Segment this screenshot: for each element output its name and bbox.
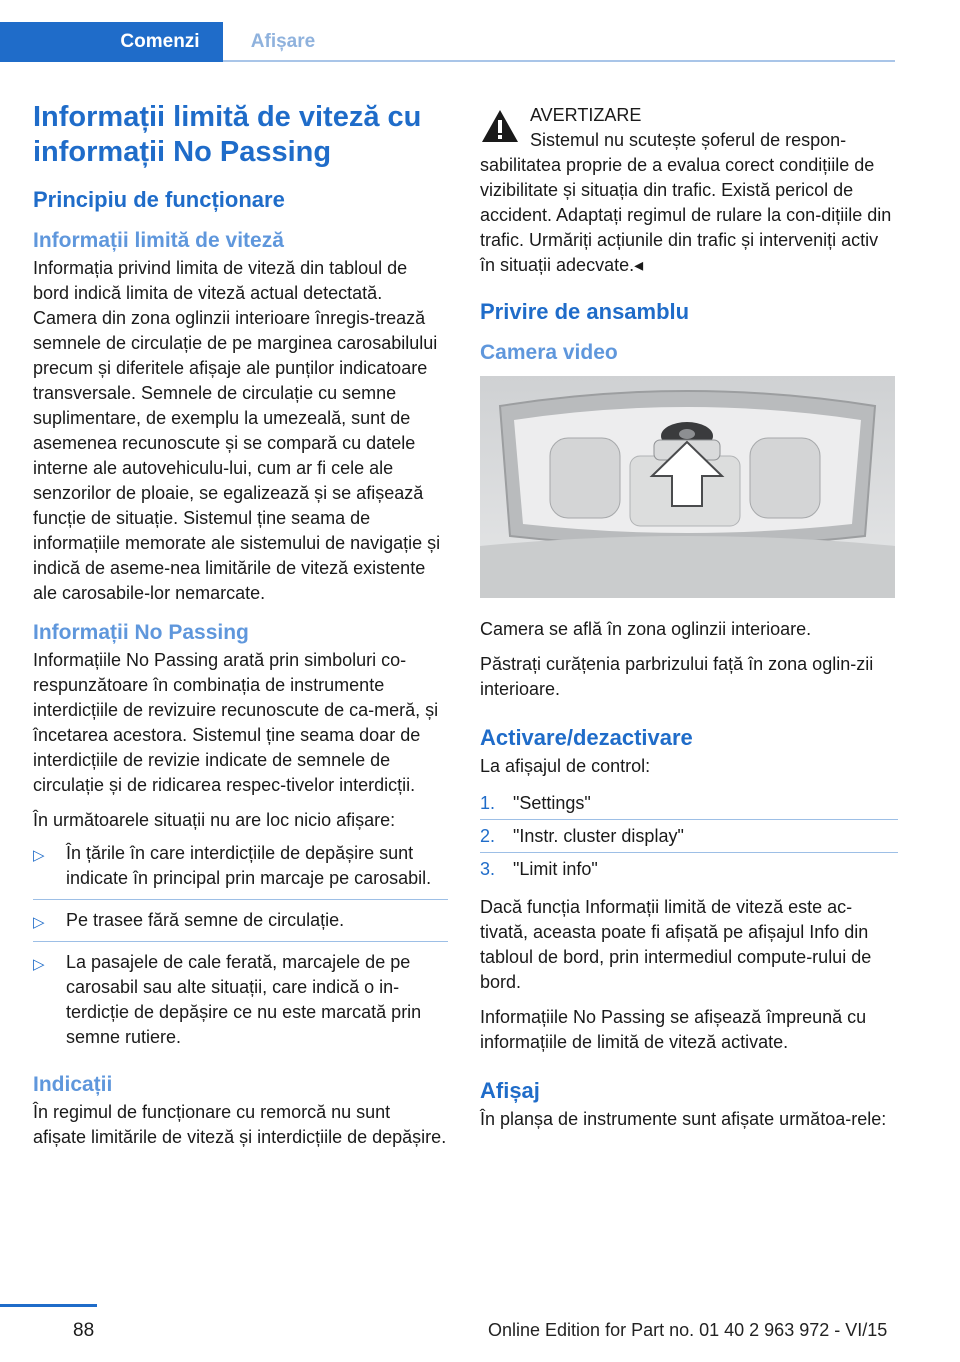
warning-box	[480, 100, 898, 278]
warning-title: AVERTIZARE	[530, 105, 642, 125]
heading-camera: Camera video	[480, 341, 618, 364]
page-title: Informații limită de viteză cu informații No Passing	[33, 101, 422, 168]
paragraph-control-display: La afișajul de control:	[480, 756, 651, 776]
triangle-bullet-icon: ▷	[33, 914, 45, 931]
warning-triangle-icon	[480, 108, 520, 144]
camera-photo	[480, 376, 895, 598]
list-item: 2. "Instr. cluster display"	[480, 824, 898, 853]
page-number: 88	[73, 1320, 95, 1341]
warning-text: sabilitatea proprie de a evalua corect condițiile de vizibilitate și situația din trafic. Există pericol de accident. Adaptați regimul de rulare la con-dițiile din trafic. Urmăriți acțiunile din trafic și interveniți activ în situații adecvate.◂	[480, 155, 892, 275]
paragraph-speed-info: Informația privind limita de viteză din tabloul de bord indică limita de viteză actual detectată. Camera din zona oglinzii interioare înregis-trează semnele de circulație de pe marginea carosabilului precum și diferitele afișaje ale punților indicatoare transversale. Semnele de circulație cu semne suplimentare, de exemplu la umezeală, sunt de asemenea recunoscute și se compară cu datele interne ale autovehiculu-lui, cum ar fi cele ale senzorilor de ploaie, se egalizează și se afișează funcție de situație. Sistemul ține seama de informațiile memorate ale sistemului de navigație și indică de aseme-nea limitările de viteză existente ale carosabile-lor nemarcate.	[33, 258, 441, 603]
footer-rule	[0, 1304, 97, 1307]
list-item: ▷ La pasajele de cale ferată, marcajele de pe carosabil sau alte situații, care indică o in-terdicție de depășire ce nu este marcată prin semne rutiere.	[33, 952, 422, 1047]
heading-notes: Indicații	[33, 1073, 113, 1096]
paragraph-display: În planșa de instrumente sunt afișate următoa-rele:	[480, 1109, 887, 1129]
list-item: ▷ În țările în care interdicțiile de depășire sunt indicate în principal prin marcaje pe carosabil.	[33, 841, 448, 900]
paragraph-notes: În regimul de funcționare cu remorcă nu sunt afișate limitările de viteză și interdicțiile de depășire.	[33, 1102, 447, 1147]
list-item: 1. "Settings"	[480, 791, 898, 820]
paragraph-camera-location: Camera se află în zona oglinzii interioare.	[480, 619, 812, 639]
header-accent-bar	[0, 22, 97, 62]
header-tabbar	[0, 22, 895, 62]
heading-speed-info: Informații limită de viteză	[33, 229, 284, 252]
tab-afisare[interactable]: Afișare	[250, 31, 316, 52]
heading-activate: Activare/dezactivare	[480, 725, 693, 750]
heading-display: Afișaj	[480, 1078, 540, 1103]
paragraph-no-passing-display: Informațiile No Passing se afișează împreună cu informațiile de limită de viteză activate.	[480, 1007, 867, 1052]
paragraph-info-display: Dacă funcția Informații limită de viteză este ac-tivată, aceasta poate fi afișată pe afișajul Info din tabloul de bord, prin intermediul compute-rului de bord.	[480, 897, 872, 992]
triangle-bullet-icon: ▷	[33, 847, 45, 864]
no-display-list	[33, 841, 448, 1058]
list-item: ▷ Pe trasee fără semne de circulație.	[33, 908, 448, 942]
paragraph-no-display: În următoarele situații nu are loc nicio afișare:	[33, 810, 396, 830]
right-column	[480, 100, 898, 1142]
footer-edition: Online Edition for Part no. 01 40 2 963 972 - VI/15	[488, 1320, 888, 1340]
paragraph-no-passing: Informațiile No Passing arată prin simboluri co-respunzătoare în combinația de instrumente interdicțiile de revizuire recunoscute de ca-meră, și încetarea acestora. Sistemul ține seama doar de interdicțiile de revizie indicate de semnele de circulație și de ridicarea respec-tivelor interdicții.	[33, 650, 439, 795]
left-column	[33, 100, 448, 1160]
header-rule	[223, 60, 895, 62]
heading-no-passing: Informații No Passing	[33, 621, 249, 644]
triangle-bullet-icon: ▷	[33, 956, 45, 973]
warning-first-line: Sistemul nu scutește șoferul de respon-	[530, 130, 847, 150]
tab-comenzi[interactable]: Comenzi	[97, 22, 223, 62]
heading-principle: Principiu de funcționare	[33, 187, 285, 212]
steps-list	[480, 791, 898, 885]
list-item: 3. "Limit info"	[480, 859, 598, 879]
paragraph-camera-clean: Păstrați curățenia parbrizului față în zona oglin-zii interioare.	[480, 654, 874, 699]
heading-overview: Privire de ansamblu	[480, 299, 690, 324]
